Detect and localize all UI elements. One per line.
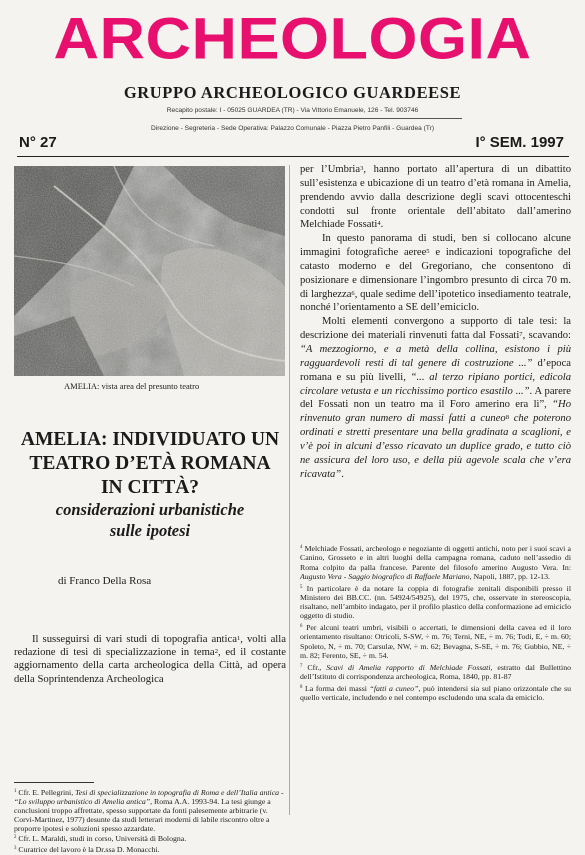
text-run: In particolare è da notare la coppia di fotografie zenitali disponibili presso il Ministero dei BB.CC. (nn. 54924/54925), del 1975, che, osservate in stereoscopia, risaltano, nell’ambito indagato, per il profilo plastico della conformazione ad emiciclo oggetto di studio.: [300, 583, 571, 621]
headline-line: IN CITTÀ?: [100, 477, 200, 498]
footnote-number: 7: [300, 663, 303, 669]
text-run: , scavando:: [522, 330, 571, 342]
footnote-number: 1: [14, 789, 17, 794]
postal-address: Recapito postale: I - 05025 GUARDEA (TR) - Via Vittorio Emanuele, 126 - Tel. 903746: [166, 107, 419, 114]
masthead-subtitle: GRUPPO ARCHEOLOGICO GUARDEESE: [123, 83, 462, 102]
text-run: Il susseguirsi di vari studi di topografia antica: [32, 633, 237, 645]
article-headline: [14, 428, 286, 500]
text-run: per l’Umbria: [300, 164, 361, 175]
footnote-number: 2: [14, 835, 17, 841]
paragraph: [300, 232, 571, 315]
article-body-left: [14, 633, 286, 686]
footnote: [14, 788, 286, 833]
header-rule: [17, 156, 569, 157]
paragraph: [300, 315, 571, 481]
text-run: Melchiade Fossati, archeologo e negoziante di oggetti antichi, noto per i suoi scavi a Canino, Grosseto e in altri luoghi della campagna romana, caduto nell’assedio di Roma colpito da palla francese. Parente del filosofo amerino Augusto Vera. In:: [300, 544, 571, 572]
footnotes-right: [300, 544, 571, 705]
text-run: Scavi di Amelia rapporto di Melchiade Fossati: [326, 662, 491, 672]
quotation: “A mezzogiorno, e a metà della collina, esistono i più ragguardevoli resti di tal genere di costruzione ...”: [300, 343, 571, 369]
footnote-number: 4: [300, 545, 303, 550]
quotation: “... al terzo ripiano portici, edicola circolare vetusta e un ricchissimo portico esastilo ...”: [300, 371, 571, 397]
footnote-number: 5: [300, 584, 303, 590]
article-subheading: [14, 499, 286, 541]
footnote: [14, 845, 286, 854]
paragraph: [14, 633, 286, 686]
text-run: “fatti a cuneo”: [369, 683, 419, 693]
footnote-ref: 7: [519, 331, 523, 339]
text-run: , può intendersi sia sul piano orizzontale che su quello verticale, includendo e nel contempo escludendo una scala da emiciclo.: [300, 683, 571, 703]
text-run: Tesi di specializzazione in topografia di Roma e dell’Italia antica - “Lo sviluppo urbanistico di Amelia antica”: [14, 788, 284, 807]
footnote: [14, 834, 286, 843]
masthead-title: ARCHEOLOGIA: [53, 6, 532, 72]
text-run: Cfr. E. Pellegrini,: [18, 788, 76, 797]
footnote: [300, 584, 571, 621]
text-run: In questo panorama di studi, ben si collocano alcune immagini fotografiche aeree: [300, 233, 571, 259]
aerial-photo: [14, 166, 285, 376]
text-run: .: [380, 219, 384, 231]
text-run: . A parere del Fossati non un teatro ma il Foro amerino era lì”,: [300, 385, 572, 411]
footnote: [300, 684, 571, 703]
text-run: Curatrice del lavoro è la Dr.ssa D. Monacchi.: [18, 844, 160, 854]
address-divider: [180, 118, 462, 119]
text-run: d’epoca romana e su più livelli,: [300, 357, 571, 383]
footnote-divider: [14, 782, 94, 783]
text-run: , quale sedime dell’ipotetico insediamento teatrale, nonché l’orientamento a SE dell’emiciclo.: [300, 288, 572, 314]
quotation: “Ho rinvenuto gran numero di massi fatti a cuneo: [300, 399, 571, 425]
footnote-ref: 4: [377, 220, 381, 228]
text-run: e indicazioni topografiche del catasto moderno e del Gregoriano, che consentono di posizionare e dimensionare l’ingombro presunto di circa 70 m. di larghezza: [300, 247, 571, 300]
text-run: , Napoli, 1887, pp. 12-13.: [469, 571, 550, 581]
text-run: , Roma A.A. 1993-94. La tesi giunge a conclusioni troppo affrettate, spesso supportate da fonti palesemente arbitrarie (v. Corvi-Martinez, 1977) desunte da studi letterari moderni di labile riscontro oltre a proporre ipotesi e soluzioni spesso azzardate.: [14, 797, 271, 834]
issue-semester: I° SEM. 1997: [475, 134, 564, 151]
issue-number: N° 27: [19, 134, 57, 151]
photo-caption: AMELIA: vista area del presunto teatro: [64, 381, 200, 391]
text-run: Cfr.,: [307, 662, 327, 672]
text-run: Per alcuni teatri umbri, visibili o accertati, le dimensioni della cavea ed il loro orientamento risultano: Otricoli, S-SW, ÷ m. 76; Terni, NE, ÷ m. 76; Todi, E, ÷ m. 60; Spoleto, N, ÷ m. 70; Carsulæ, NW, ÷ m. 62; Bevagna, S-SE, ÷ m. 76; Gubbio, NE, ÷ m. 82; Ferento, SE, ÷ m. 54.: [300, 623, 571, 661]
footnotes-left: [14, 788, 286, 855]
quotation: che poterono ordinati e stretti presentare una bella gradinata a scaglioni, e v’è poi in alcuni d’esso ricavato un duplice grado, e tutto ciò ne assicura del loro uso, e della più agevole scala che v’era ricavata”: [300, 413, 571, 480]
text-run: La forma dei massi: [305, 683, 370, 693]
text-run: , ed il costante aggiornamento della carta archeologica della Città, ad opera della Soprintendenza Archeologica: [14, 646, 287, 685]
text-run: , hanno portato all’apertura di un dibattito sull’esistenza e ubicazione di un teatro d’età romana in Amelia, prendendo avvio dalla descrizione degli scavi ottocenteschi condotti sul fronte orientale dell’abitato dall’amerino Melchiade Fossati: [300, 164, 571, 231]
footnote-number: 6: [300, 624, 303, 630]
footnote-number: 3: [14, 845, 17, 851]
text-run: , volti alla redazione di tesi di specializzazione in tema: [14, 633, 286, 659]
paragraph: [300, 163, 571, 232]
text-run: Molti elementi convergono a supporto di tale tesi: la descrizione dei materiali rinvenuti fatta dal Fossati: [300, 316, 571, 342]
footnote: [300, 663, 571, 682]
footnote-ref: 5: [426, 248, 430, 256]
text-run: Augusto Vera - Saggio biografico di Raffaele Mariano: [300, 571, 470, 581]
subheading-line: considerazioni urbanistiche: [55, 500, 245, 519]
footnote-ref: 3: [360, 165, 364, 172]
footnote-ref: 2: [214, 648, 218, 656]
footnote-ref: 8: [505, 414, 509, 422]
footnote-ref: 6: [351, 289, 355, 297]
headline-line: AMELIA: INDIVIDUATO UN: [20, 429, 280, 450]
text-run: .: [341, 468, 344, 480]
column-divider: [289, 165, 290, 815]
footnote: [300, 623, 571, 660]
footnote-ref: 1: [236, 635, 241, 642]
byline: di Franco Della Rosa: [58, 575, 152, 587]
text-run: Cfr. L. Maraldi, studi in corso, Università di Bologna.: [18, 834, 187, 844]
article-body-right: [300, 163, 571, 481]
headline-line: TEATRO D’ETÀ ROMANA: [29, 453, 271, 474]
office-address: Direzione - Segreteria - Sede Operativa: Palazzo Comunale - Piazza Pietro Panfili - Guardea (Tr): [150, 125, 435, 132]
footnote: [300, 544, 571, 581]
text-run: , estratto dal Bullettino dell’Istituto di corrispondenza archeologica, Roma, 1840, pp. 81-87: [300, 662, 572, 682]
subheading-line: sulle ipotesi: [109, 521, 191, 540]
footnote-number: 8: [300, 684, 303, 690]
